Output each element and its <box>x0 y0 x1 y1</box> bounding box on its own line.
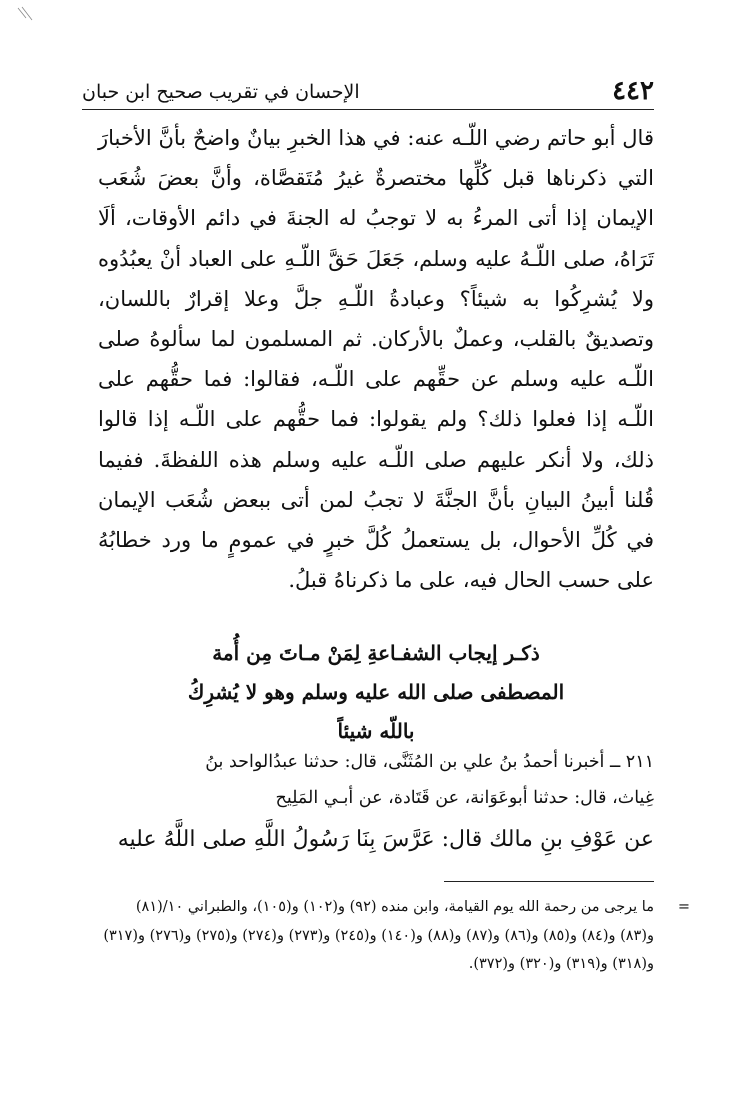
page-number: ٤٤٢ <box>612 76 654 106</box>
section-heading-line: ذكـر إيجاب الشفـاعةِ لِمَنْ مـاتَ مِن أُمة <box>212 641 540 665</box>
body-paragraph: قال أبو حاتم رضي اللّـه عنه: في هذا الخبرِ بيانٌ واضحٌ بأنَّ الأخبارَ التي ذكرناها قبل كُلِّها مختصرةٌ غيرُ مُتَقصَّاة، وأنَّ بعضَ شُعَب الإيمان إذا أتى المرءُ به لا توجبُ له الجنةَ في دائم الأوقات، ألَا تَرَاهُ، صلى اللّـهُ عليه وسلم، جَعَلَ حَقَّ اللّـهِ على العباد أنْ يعبُدُوه ولا يُشرِكُوا به شيئاً؟ وعبادةُ اللّـهِ جلَّ وعلا إقرارٌ باللسان، وتصديقٌ بالقلب، وعملٌ بالأركان. ثم المسلمون لما سألوهُ صلى اللّـه عليه وسلم عن حقِّهم على اللّـه، فقالوا: فما حقُّهم على اللّـه إذا فعلوا ذلك؟ ولم يقولوا: فما حقُّهم على اللّـه إذا قالوا ذلك، ولا أنكر عليهم صلى اللّـه عليه وسلم هذه اللفظةَ. ففيما قُلنا أبينُ البيانِ بأنَّ الجنَّةَ لا تجبُ لمن أتى ببعض شُعَب الإيمان في كُلِّ الأحوال، بل يستعملُ كُلَّ خبرٍ في عمومٍ ما ورد خطابُهُ على حسب الحال فيه، على ما ذكرناهُ قبلُ. <box>98 126 654 593</box>
hadith-line: ٢١١ ــ أخبرنا أحمدُ بنُ علي بن المُثَنَّى، قال: حدثنا عبدُالواحد بنُ <box>205 752 654 772</box>
running-title: الإحسان في تقريب صحيح ابن حبان <box>82 81 360 103</box>
section-heading <box>120 634 632 751</box>
hadith-line: عن عَوْفِ بنِ مالك قال: عَرَّسَ بِنَا رَسُولُ اللَّهِ صلى اللَّهُ عليه <box>117 827 654 852</box>
page-header <box>82 74 654 110</box>
footnote-rule <box>444 881 654 882</box>
scan-mark-icon <box>16 6 46 28</box>
hadith-isnad <box>98 744 654 816</box>
section-heading-line: باللّه شيئاً <box>337 719 415 743</box>
section-heading-line: المصطفى صلى الله عليه وسلم وهو لا يُشرِكُ <box>187 680 565 704</box>
footnotes <box>98 893 690 979</box>
main-text <box>98 118 654 600</box>
header-rule <box>82 109 654 110</box>
footnote-text: ما يرجى من رحمة الله يوم القيامة، وابن منده (٩٢) و(١٠٢) و(١٠٥)، والطبراني ١٠/(٨١) و(٨٣) و(٨٤) و(٨٥) و(٨٦) و(٨٧) و(٨٨) و(١٤٠) و(٢٤٥) و(٢٧٣) و(٢٧٤) و(٢٧٥) و(٢٧٦) و(٣١٧) و(٣١٨) و(٣١٩) و(٣٢٠) و(٣٧٢). <box>103 899 654 972</box>
hadith-line: غِياث، قال: حدثنا أبوعَوَانة، عن قَتَادة، عن أبـي المَلِيح <box>275 788 654 808</box>
hadith-matn <box>98 820 654 860</box>
footnote-marker: = <box>677 899 690 915</box>
